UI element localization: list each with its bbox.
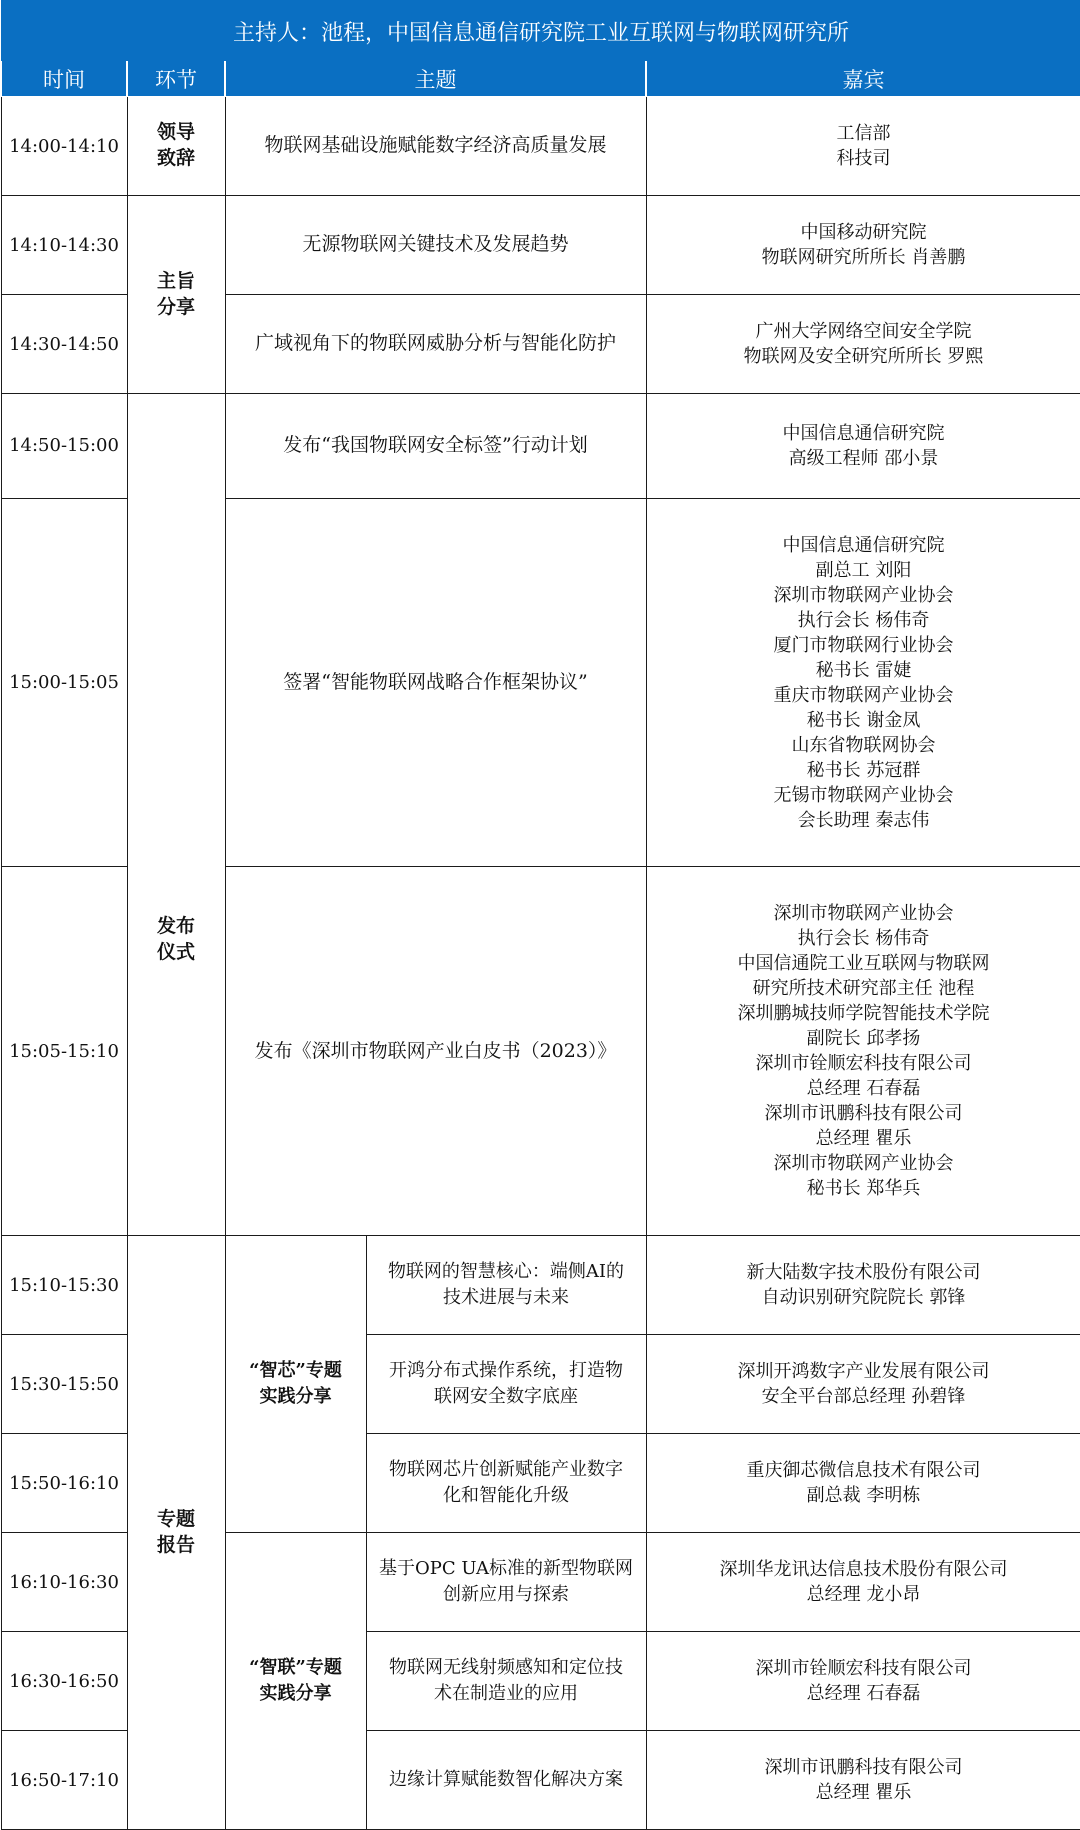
guest-cell: 新大陆数字技术股份有限公司 自动识别研究院院长 郭锋 xyxy=(646,1236,1080,1335)
guest-cell: 深圳华龙讯达信息技术股份有限公司 总经理 龙小昂 xyxy=(646,1533,1080,1632)
time-cell: 15:00-15:05 xyxy=(1,498,127,867)
topic-cell: 基于OPC UA标准的新型物联网 创新应用与探索 xyxy=(366,1533,646,1632)
topic-cell: 广域视角下的物联网威胁分析与智能化防护 xyxy=(225,295,646,394)
time-cell: 15:30-15:50 xyxy=(1,1335,127,1434)
table-row xyxy=(1,196,1080,295)
guest-cell: 广州大学网络空间安全学院 物联网及安全研究所所长 罗熙 xyxy=(646,295,1080,394)
time-cell: 15:10-15:30 xyxy=(1,1236,127,1335)
segment-chip: “智芯”专题 实践分享 xyxy=(225,1236,366,1533)
time-cell: 14:00-14:10 xyxy=(1,97,127,196)
topic-cell: 边缘计算赋能数智化解决方案 xyxy=(366,1731,646,1830)
guest-cell: 中国移动研究院 物联网研究所所长 肖善鹏 xyxy=(646,196,1080,295)
time-cell: 14:50-15:00 xyxy=(1,394,127,499)
time-cell: 16:10-16:30 xyxy=(1,1533,127,1632)
guest-cell: 深圳市物联网产业协会 执行会长 杨伟奇 中国信通院工业互联网与物联网 研究所技术研究部主任 池程 深圳鹏城技师学院智能技术学院 副院长 邱孝扬 深圳市铨顺宏科技有限公司 总经理 石春磊 深圳市讯鹏科技有限公司 总经理 瞿乐 深圳市物联网产业协会 秘书长 郑华兵 xyxy=(646,867,1080,1236)
topic-cell: 物联网芯片创新赋能产业数字 化和智能化升级 xyxy=(366,1434,646,1533)
segment-link: “智联”专题 实践分享 xyxy=(225,1533,366,1830)
guest-cell: 中国信息通信研究院 副总工 刘阳 深圳市物联网产业协会 执行会长 杨伟奇 厦门市物联网行业协会 秘书长 雷婕 重庆市物联网产业协会 秘书长 谢金凤 山东省物联网协会 秘书长 苏冠群 无锡市物联网产业协会 会长助理 秦志伟 xyxy=(646,498,1080,867)
table-row xyxy=(1,97,1080,196)
guest-cell: 深圳开鸿数字产业发展有限公司 安全平台部总经理 孙碧锋 xyxy=(646,1335,1080,1434)
table-row xyxy=(1,394,1080,499)
guest-cell: 深圳市铨顺宏科技有限公司 总经理 石春磊 xyxy=(646,1632,1080,1731)
time-cell: 14:10-14:30 xyxy=(1,196,127,295)
time-cell: 15:05-15:10 xyxy=(1,867,127,1236)
time-cell: 16:50-17:10 xyxy=(1,1731,127,1830)
table-row xyxy=(1,1236,1080,1335)
header-segment: 环节 xyxy=(127,62,225,97)
time-cell: 15:50-16:10 xyxy=(1,1434,127,1533)
topic-cell: 发布《深圳市物联网产业白皮书（2023）》 xyxy=(225,867,646,1236)
topic-cell: 发布“我国物联网安全标签”行动计划 xyxy=(225,394,646,499)
segment-release: 发布 仪式 xyxy=(127,394,225,1236)
guest-cell: 中国信息通信研究院 高级工程师 邵小景 xyxy=(646,394,1080,499)
topic-cell: 物联网无线射频感知和定位技 术在制造业的应用 xyxy=(366,1632,646,1731)
guest-cell: 深圳市讯鹏科技有限公司 总经理 瞿乐 xyxy=(646,1731,1080,1830)
header-time: 时间 xyxy=(1,62,127,97)
time-cell: 14:30-14:50 xyxy=(1,295,127,394)
guest-cell: 重庆御芯微信息技术有限公司 副总裁 李明栋 xyxy=(646,1434,1080,1533)
header-topic: 主题 xyxy=(225,62,646,97)
topic-cell: 物联网的智慧核心：端侧AI的 技术进展与未来 xyxy=(366,1236,646,1335)
guest-cell: 工信部 科技司 xyxy=(646,97,1080,196)
time-cell: 16:30-16:50 xyxy=(1,1632,127,1731)
host-banner: 主持人：池程，中国信息通信研究院工业互联网与物联网研究所 xyxy=(1,1,1080,62)
topic-cell: 开鸿分布式操作系统，打造物 联网安全数字底座 xyxy=(366,1335,646,1434)
header-guest: 嘉宾 xyxy=(646,62,1080,97)
topic-cell: 物联网基础设施赋能数字经济高质量发展 xyxy=(225,97,646,196)
segment-keynote: 主旨 分享 xyxy=(127,196,225,394)
topic-cell: 无源物联网关键技术及发展趋势 xyxy=(225,196,646,295)
topic-cell: 签署“智能物联网战略合作框架协议” xyxy=(225,498,646,867)
segment-report: 专题 报告 xyxy=(127,1236,225,1830)
segment-leader: 领导 致辞 xyxy=(127,97,225,196)
